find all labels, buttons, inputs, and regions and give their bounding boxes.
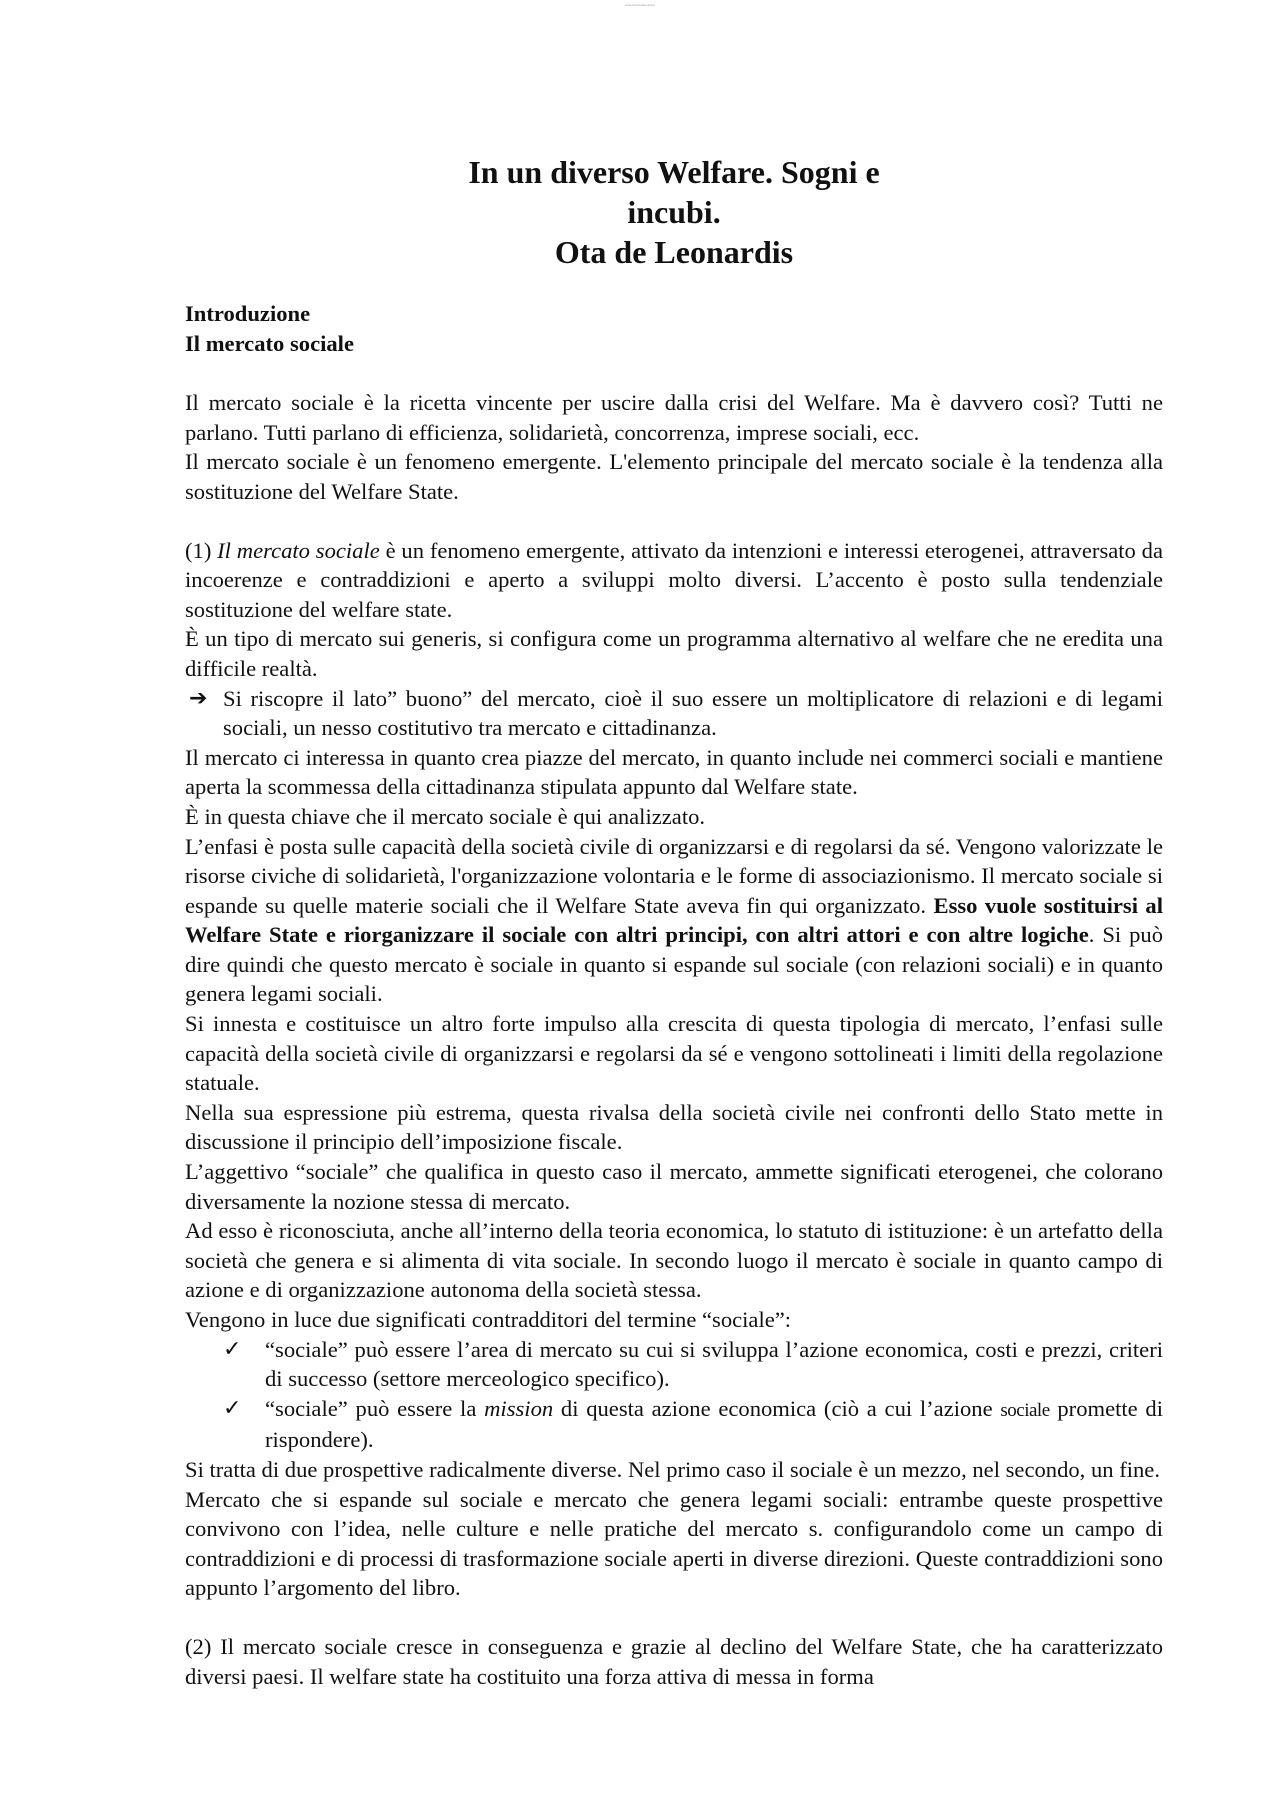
check-2-end: promette di rispondere). [265, 1395, 1163, 1453]
document-title [434, 152, 914, 272]
arrow-list-item-text: Si riscopre il lato” buono” del mercato, cioè il suo essere un moltiplicatore di relazioni e di legami sociali, un nesso costitutivo tra mercato e cittadinanza. [223, 685, 1163, 741]
paragraph-number: (1) [185, 537, 218, 563]
paragraph-9: Ad esso è riconosciuta, anche all’interno della teoria economica, lo statuto di istituzione: è un artefatto della società che genera e si alimenta di vita sociale. In secondo luogo il mercato è sociale in quanto campo di azione e di organizzazione autonoma della società stessa. [185, 1218, 1163, 1303]
paragraph-5-start: L’enfasi è posta sulle capacità della società civile di organizzarsi e di regolarsi da sé. Vengono valorizzate le risorse civiche di solidarietà, l'organizzazione volontaria e le forme di associazionismo. Il mercato sociale si espande su quelle materie sociali che il Welfare State aveva fin qui organizzato. [185, 833, 1163, 918]
paragraph-5 [185, 832, 1163, 1010]
title-author: Ota de Leonardis [554, 234, 794, 270]
document-body [185, 299, 1163, 1691]
paragraph-3: Il mercato ci interessa in quanto crea piazze del mercato, in quanto include nei commerci sociali e mantiene aperta la scommessa della cittadinanza stipulata appunto dal Welfare state. [185, 744, 1163, 800]
bold-statement: Esso vuole sostituirsi al Welfare State e riorganizzare il sociale con altri principi, con altri attori e con altre logiche [185, 892, 1163, 948]
arrow-right-icon: ➔ [189, 685, 208, 711]
section-heading-mercato-sociale: Il mercato sociale [185, 330, 354, 356]
paragraph-intro-2: Il mercato sociale è un fenomeno emergente. L'elemento principale del mercato sociale è la tendenza alla sostituzione del Welfare State. [185, 449, 1163, 504]
check-list-item [185, 1394, 1163, 1455]
title-line-1: In un diverso Welfare. Sogni e [468, 154, 880, 190]
checkmark-icon: ✓ [223, 1336, 242, 1362]
italic-term: Il mercato sociale [217, 537, 380, 563]
paragraph-6: Si innesta e costituisce un altro forte impulso alla crescita di questa tipologia di mercato, l’enfasi sulle capacità della società civile di organizzarsi e regolarsi da sé e vengono sottolineati i limiti della regolazione statuale. [185, 1011, 1163, 1096]
paragraph-5-end: . Si può dire quindi che questo mercato è sociale in quanto si espande sul sociale (con relazioni sociali) e in quanto genera legami sociali. [185, 922, 1163, 1007]
paragraph-intro: Il mercato sociale è la ricetta vincente per uscire dalla crisi del Welfare. Ma è davvero così? Tutti ne parlano. Tutti parlano di efficienza, solidarietà, concorrenza, imprese sociali, ecc. [185, 390, 1163, 445]
paragraph-1 [185, 536, 1163, 625]
checkmark-icon: ✓ [223, 1395, 242, 1421]
title-line-2: incubi. [627, 194, 721, 230]
paragraph-12: Mercato che si espande sul sociale e mercato che genera legami sociali: entrambe queste prospettive convivono con l’idea, nelle culture e nelle pratiche del mercato s. configurandolo come un campo di contraddizioni e di processi di trasformazione sociale aperti in diverse direzioni. Queste contraddizioni sono appunto l’argomento del libro. [185, 1486, 1163, 1601]
check-list-item-text [265, 1396, 1163, 1453]
check-2-mid: di questa azione economica (ciò a cui l’azione [553, 1395, 1001, 1421]
paragraph-10: Vengono in luce due significati contradditori del termine “sociale”: [185, 1307, 792, 1332]
arrow-list-item [185, 684, 1163, 743]
check-list-item-text: “sociale” può essere l’area di mercato su cui si sviluppa l’azione economica, costi e prezzi, criteri di successo (settore merceologico specifico). [265, 1336, 1163, 1392]
check-2-start: “sociale” può essere la [265, 1395, 485, 1421]
paragraph-7: Nella sua espressione più estrema, questa rivalsa della società civile nei confronti dello Stato mette in discussione il principio dell’imposizione fiscale. [185, 1099, 1163, 1155]
check-2-small-word: sociale [1000, 1399, 1050, 1421]
paragraph-4: È in questa chiave che il mercato sociale è qui analizzato. [185, 803, 706, 829]
paragraph-11: Si tratta di due prospettive radicalmente diverse. Nel primo caso il sociale è un mezzo, nel secondo, un fine. [185, 1456, 1160, 1482]
paragraph-2: È un tipo di mercato sui generis, si configura come un programma alternativo al welfare che ne eredita una difficile realtà. [185, 626, 1163, 681]
italic-mission: mission [484, 1395, 554, 1421]
section-heading-introduzione: Introduzione [185, 301, 311, 326]
paragraph-13: (2) Il mercato sociale cresce in conseguenza e grazie al declino del Welfare State, che ha caratterizzato diversi paesi. Il welfare state ha costituito una forza attiva di messa in forma [185, 1633, 1163, 1689]
check-list-item [185, 1335, 1163, 1394]
paragraph-1-text: è un fenomeno emergente, attivato da intenzioni e interessi eterogenei, attraversato da incoerenze e contraddizioni e aperto a sviluppi molto diversi. L’accento è posto sulla tendenziale sostituzione del welfare state. [185, 537, 1163, 622]
paragraph-8: L’aggettivo “sociale” che qualifica in questo caso il mercato, ammette significati eterogenei, che colorano diversamente la nozione stessa di mercato. [185, 1159, 1163, 1214]
header-watermark: www.ilnerd.altervista.it [625, 3, 655, 7]
